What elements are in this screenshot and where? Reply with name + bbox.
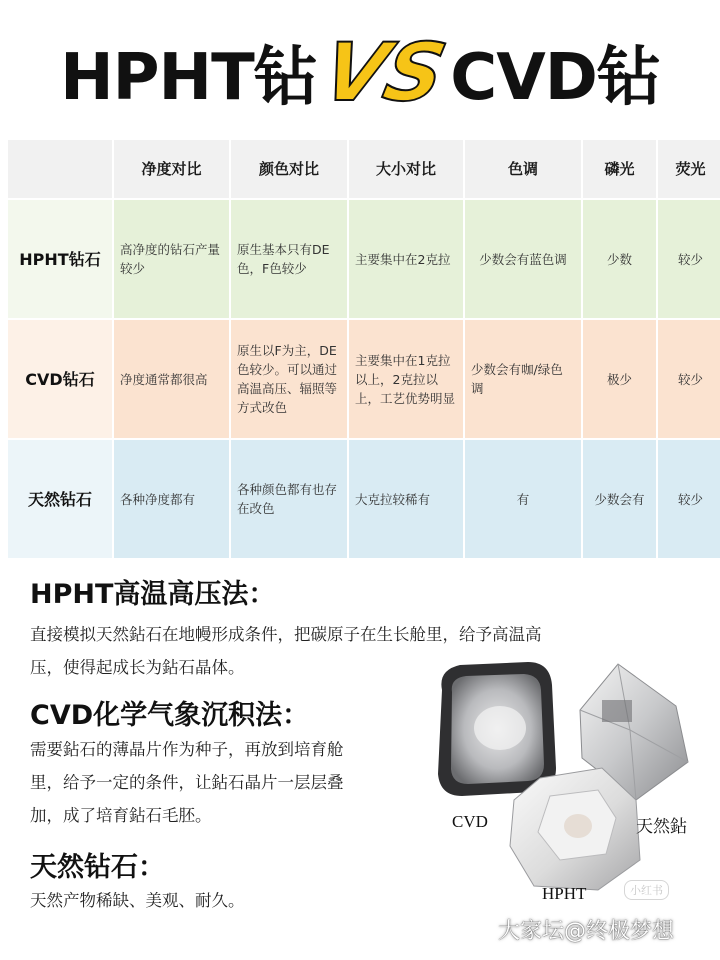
label-cvd: CVD [452, 812, 488, 831]
table-cell: 少数会有咖/绿色调 [465, 320, 581, 438]
text-line: 需要鉆石的薄晶片作为种子，再放到培育舱 [30, 740, 344, 759]
table-header-clarity: 净度对比 [114, 140, 229, 198]
label-natural: 天然鉆 [636, 817, 687, 836]
section-heading-cvd: CVD化学气象沉积法： [30, 700, 310, 731]
table-header-color: 颜色对比 [231, 140, 347, 198]
table-cell: 主要集中在1克拉以上，2克拉以上，工艺优势明显 [349, 320, 463, 438]
table-cell: 各种净度都有 [114, 440, 229, 558]
table-cell: 较少 [658, 320, 720, 438]
text-line: 天然产物稀缺、美观、耐久。 [30, 891, 245, 910]
title-left: HPHT钻 [60, 41, 317, 115]
table-header-tone: 色调 [465, 140, 581, 198]
table-cell: 极少 [583, 320, 656, 438]
table-header-phosphorescence: 磷光 [583, 140, 656, 198]
comparison-table [8, 140, 711, 552]
table-header-corner [8, 140, 112, 198]
site-watermark: 大家坛@终极梦想 [498, 919, 675, 944]
table-cell: 较少 [658, 200, 720, 318]
table-cell: 少数会有蓝色调 [465, 200, 581, 318]
text-line: 压，使得起成长为鉆石晶体。 [30, 658, 245, 677]
title-right: CVD钻 [450, 41, 660, 115]
section-text-cvd [30, 733, 430, 832]
text-line: 里，给予一定的条件，让鉆石晶片一层层叠 [30, 773, 344, 792]
table-cell: 主要集中在2克拉 [349, 200, 463, 318]
table-cell: 少数 [583, 200, 656, 318]
section-text-natural [30, 884, 430, 917]
row-head-natural: 天然钻石 [8, 440, 112, 558]
page-title [0, 22, 720, 122]
row-head-cvd: CVD钻石 [8, 320, 112, 438]
text-line: 加，成了培育鉆石毛胚。 [30, 806, 212, 825]
table-cell: 有 [465, 440, 581, 558]
section-heading-natural: 天然钻石： [30, 852, 165, 883]
table-cell: 高净度的钻石产量较少 [114, 200, 229, 318]
title-vs: VS [314, 25, 453, 119]
label-hpht: HPHT [542, 884, 587, 903]
table-cell: 较少 [658, 440, 720, 558]
table-cell: 大克拉较稀有 [349, 440, 463, 558]
table-cell: 少数会有 [583, 440, 656, 558]
xiaohongshu-watermark: 小红书 [624, 880, 669, 900]
section-heading-hpht: HPHT高温高压法： [30, 579, 276, 610]
table-header-fluorescence: 荧光 [658, 140, 720, 198]
cvd-diamond-icon [438, 662, 556, 796]
diamonds-illustration [430, 650, 720, 930]
row-head-hpht: HPHT钻石 [8, 200, 112, 318]
table-header-size: 大小对比 [349, 140, 463, 198]
hpht-diamond-icon [510, 768, 640, 890]
table-cell: 原生基本只有DE色，F色较少 [231, 200, 347, 318]
text-line: 直接模拟天然鉆石在地幔形成条件，把碳原子在生长舱里，给予高温高 [30, 625, 542, 644]
table-cell: 原生以F为主，DE色较少。可以通过高温高压、辐照等方式改色 [231, 320, 347, 438]
table-cell: 各种颜色都有也存在改色 [231, 440, 347, 558]
table-cell: 净度通常都很高 [114, 320, 229, 438]
